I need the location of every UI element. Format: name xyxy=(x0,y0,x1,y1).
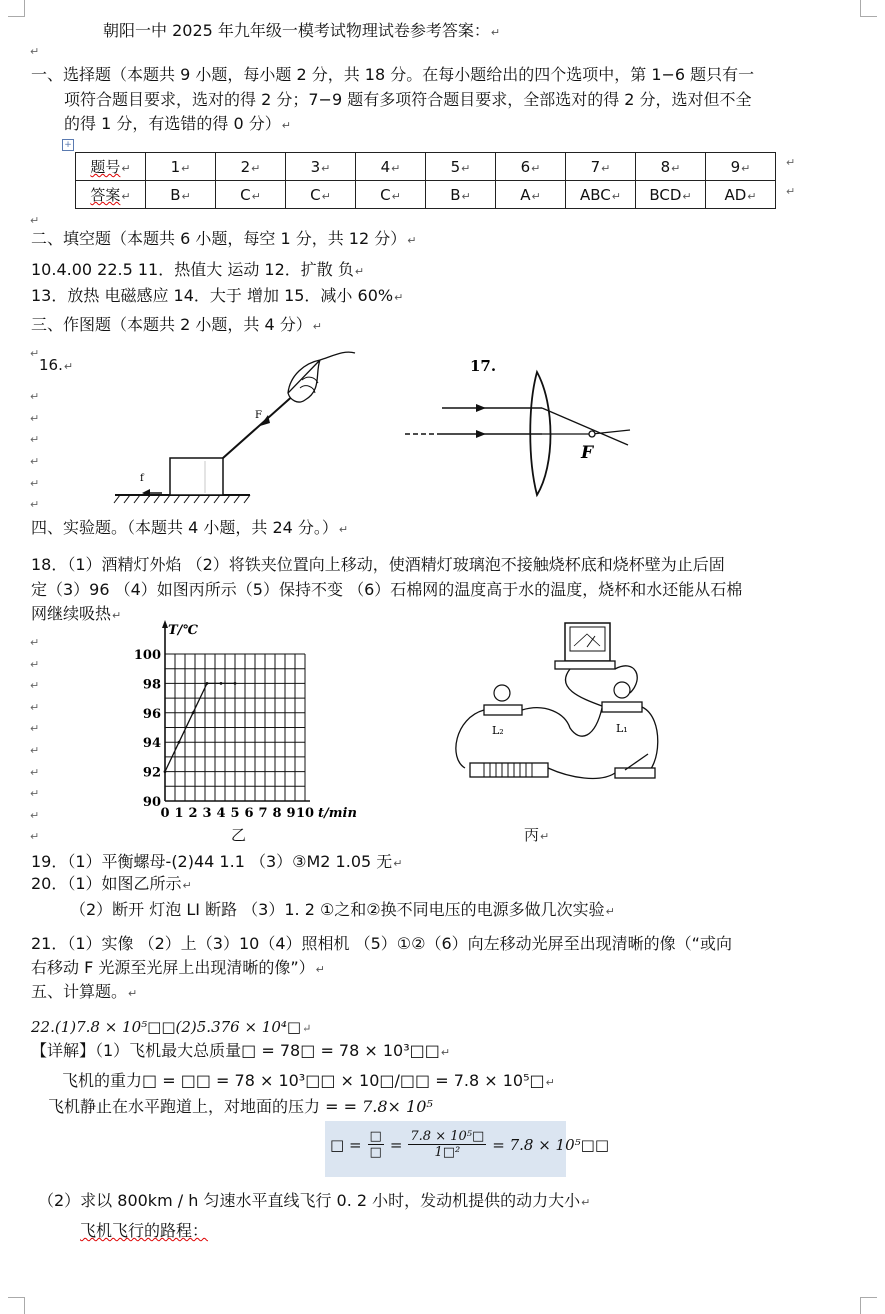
x-tick-label: 9 xyxy=(286,806,296,821)
x-tick-label: 2 xyxy=(188,806,198,821)
data-point xyxy=(192,711,195,714)
x-tick-label: 7 xyxy=(258,806,268,821)
table-cell: 1↵ xyxy=(146,153,216,181)
section4-heading: 四、实验题。（本题共 4 小题，共 24 分。）↵ xyxy=(31,518,349,537)
graph-x-ticks xyxy=(160,806,314,821)
page-corner-tl xyxy=(8,0,25,17)
q20-line2: （2）断开 灯泡 LI 断路 （3）1. 2 ①之和②换不同电压的电源多做几次实验↵ xyxy=(70,900,615,919)
temperature-time-graph xyxy=(133,618,365,828)
table-cell: 7↵ xyxy=(566,153,636,181)
section3-heading: 三、作图题（本题共 2 小题，共 4 分）↵ xyxy=(31,315,322,334)
empty-paragraph-mark: ↵ xyxy=(30,45,40,58)
empty-paragraph-mark: ↵ xyxy=(30,214,40,227)
x-tick-label: 8 xyxy=(272,806,282,821)
page-corner-br xyxy=(860,1297,877,1314)
q18-line3: 网继续吸热↵ xyxy=(31,604,122,623)
formula-fraction-2: $\frac{\text{7.8 × 10⁵□}}{\text{1□²}}$ xyxy=(410,1129,485,1160)
q22-part2-line: （2）求以 800km / h 匀速水平直线飞行 0. 2 小时，发动机提供的动力大小↵ xyxy=(38,1191,591,1210)
table-cell: 4↵ xyxy=(356,153,426,181)
row-end-mark: ↵ xyxy=(786,185,796,198)
table-cell: 9↵ xyxy=(706,153,776,181)
q21-line1: 21．（1）实像 （2）上（3）10（4）照相机 （5）①②（6）向左移动光屏至出现清晰的像（“或向 xyxy=(31,934,732,953)
table-cell: 2↵ xyxy=(216,153,286,181)
data-point xyxy=(178,741,181,744)
fig17-focus-label: F xyxy=(581,443,594,463)
x-tick-label: 10 xyxy=(295,806,315,821)
table-cell: 3↵ xyxy=(286,153,356,181)
y-tick-label: 96 xyxy=(142,706,161,722)
data-point xyxy=(206,682,209,685)
section5-heading: 五、计算题。↵ xyxy=(31,982,138,1001)
fig16-friction-label: f xyxy=(140,473,144,484)
q18-line2: 定（3）96 （4）如图丙所示（5）保持不变 （6）石棉网的温度高于水的温度，烧杯和水还能从石棉 xyxy=(31,580,743,599)
circuit-lamp-l1-label: L₁ xyxy=(616,722,628,735)
table-move-handle[interactable]: + xyxy=(62,139,74,151)
x-tick-label: 4 xyxy=(216,806,226,821)
table-cell: 6↵ xyxy=(496,153,566,181)
circuit-caption: 丙↵ xyxy=(524,826,550,844)
detail-line1: 【详解】（1）飞机最大总质量□ = 78□ = 78 × 10³□□↵ xyxy=(31,1041,451,1060)
row-label-answer: 答案↵ xyxy=(76,181,146,209)
x-tick-label: 1 xyxy=(174,806,184,821)
x-tick-label: 5 xyxy=(230,806,240,821)
row-label-number: 题号↵ xyxy=(76,153,146,181)
y-tick-label: 100 xyxy=(133,648,161,663)
circuit-lamp-l2-label: L₂ xyxy=(492,724,504,737)
x-tick-label: 6 xyxy=(244,806,254,821)
graph-axes xyxy=(162,620,310,801)
graph-y-ticks xyxy=(134,648,161,810)
x-tick-label: 0 xyxy=(160,806,170,821)
x-tick-label: 3 xyxy=(202,806,212,821)
section1-line2: 项符合题目要求，选对的得 2 分；7−9 题有多项符合题目要求，全部选对的得 2 分，选对但不全 xyxy=(64,90,752,109)
table-cell: A↵ xyxy=(496,181,566,209)
table-row xyxy=(76,153,776,181)
row-end-mark: ↵ xyxy=(786,156,796,169)
graph-y-label: T/℃ xyxy=(168,623,198,638)
fig16-label: 16.↵ xyxy=(39,356,74,374)
paragraph-marks-column: ↵ ↵ ↵ ↵ ↵ ↵ ↵ xyxy=(30,347,40,512)
page-corner-tr xyxy=(860,0,877,17)
table-cell: BCD↵ xyxy=(636,181,706,209)
table-cell: B↵ xyxy=(146,181,216,209)
fig17-label: 17. xyxy=(470,357,497,375)
table-cell: 5↵ xyxy=(426,153,496,181)
circuit-diagram xyxy=(450,618,670,798)
section2-heading: 二、填空题（本题共 6 小题，每空 1 分，共 12 分）↵ xyxy=(31,229,417,248)
page-title: 朝阳一中 2025 年九年级一模考试物理试卷参考答案：↵ xyxy=(103,21,501,40)
data-point xyxy=(164,770,167,773)
y-tick-label: 98 xyxy=(142,677,161,693)
answer-table xyxy=(75,152,776,209)
table-cell: C↵ xyxy=(286,181,356,209)
table-cell: ABC↵ xyxy=(566,181,636,209)
table-cell: 8↵ xyxy=(636,153,706,181)
section2-line1: 10.4.00 22.5 11．热值大 运动 12．扩散 负↵ xyxy=(31,260,365,279)
fig16-force-label: F xyxy=(255,410,262,421)
table-cell: C↵ xyxy=(356,181,426,209)
table-row xyxy=(76,181,776,209)
table-cell: B↵ xyxy=(426,181,496,209)
section2-line2: 13．放热 电磁感应 14．大于 增加 15．减小 60%↵ xyxy=(31,286,404,305)
graph-x-label: t/min xyxy=(318,806,357,821)
q21-line2: 右移动 F 光源至光屏上出现清晰的像”）↵ xyxy=(31,958,325,977)
q19-line: 19．（1）平衡螺母-(2)44 1.1 （3）③M2 1.05 无↵ xyxy=(31,852,403,871)
section1-line3: 的得 1 分，有选错的得 0 分）↵ xyxy=(64,114,291,133)
detail-line2: 飞机的重力□ = □□ = 78 × 10³□□ × 10□/□□ = 7.8 × 10⁵□↵ xyxy=(62,1071,555,1090)
q20-line1: 20．（1）如图乙所示↵ xyxy=(31,874,192,893)
pressure-formula: □ = □ □ = $\frac{\text{7.8 × 10⁵□}}{\text{1□²}}$ = 7.8 × 10⁵□□ xyxy=(330,1129,610,1160)
page-corner-bl xyxy=(8,1297,25,1314)
figure-16-force-diagram xyxy=(110,345,370,510)
figure-17-lens-diagram xyxy=(400,350,640,500)
formula-fraction-1: □ □ xyxy=(369,1129,382,1160)
y-tick-label: 94 xyxy=(142,736,161,752)
q22-answer: 22.(1)7.8 × 10⁵□□(2)5.376 × 10⁴□↵ xyxy=(31,1018,312,1036)
y-tick-label: 90 xyxy=(142,795,161,810)
section1-line1: 一、选择题（本题共 9 小题，每小题 2 分，共 18 分。在每小题给出的四个选项中，第 1−6 题只有一 xyxy=(31,65,755,84)
table-cell: AD↵ xyxy=(706,181,776,209)
data-point xyxy=(220,682,223,685)
title-text: 朝阳一中 2025 年九年级一模考试物理试卷参考答案： xyxy=(103,21,490,40)
graph-caption: 乙 xyxy=(231,826,247,844)
table-cell: C↵ xyxy=(216,181,286,209)
data-point xyxy=(234,682,237,685)
paragraph-marks-column: ↵ ↵ ↵ ↵ ↵ ↵ ↵ ↵ ↵ ↵ xyxy=(30,636,40,844)
path-line: 飞机飞行的路程： xyxy=(80,1221,209,1240)
detail-line3: 飞机静止在水平跑道上，对地面的压力 = = 7.8× 10⁵ xyxy=(48,1097,433,1116)
y-tick-label: 92 xyxy=(142,765,161,781)
q18-line1: 18．（1）酒精灯外焰 （2）将铁夹位置向上移动，使酒精灯玻璃泡不接触烧杯底和烧杯壁为止后固 xyxy=(31,555,725,574)
